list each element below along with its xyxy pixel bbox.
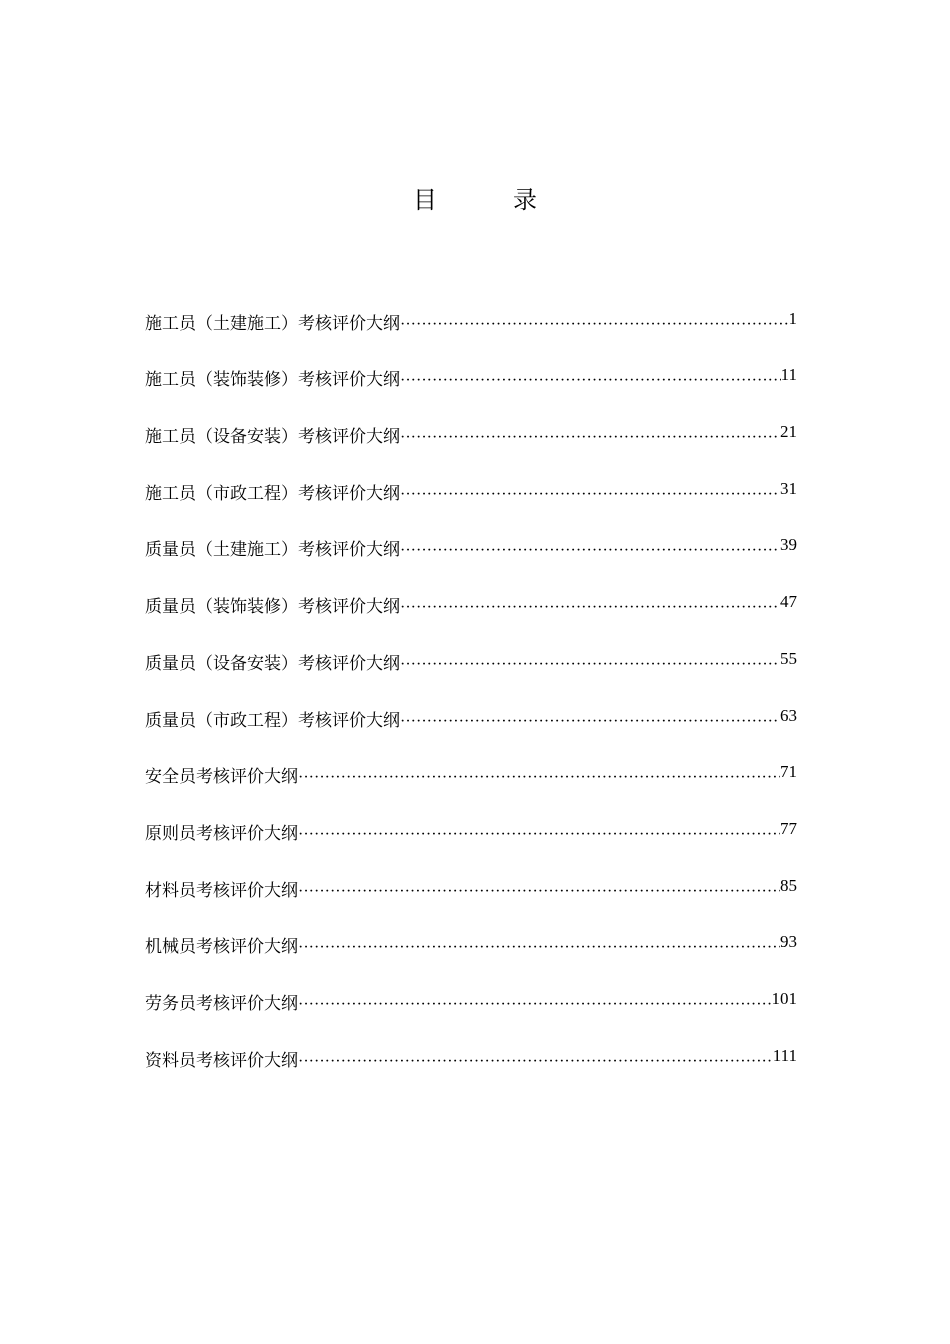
toc-entry-page: 47 bbox=[780, 592, 797, 612]
toc-leader-dots bbox=[298, 1045, 773, 1078]
toc-entry[interactable] bbox=[145, 284, 797, 341]
toc-leader-dots bbox=[298, 875, 780, 908]
toc-leader-dots bbox=[298, 988, 772, 1021]
toc-entry[interactable] bbox=[145, 624, 797, 681]
toc-entry-label: 机械员考核评价大纲 bbox=[145, 937, 298, 958]
toc-entry-label: 资料员考核评价大纲 bbox=[145, 1050, 298, 1071]
toc-entry-page: 21 bbox=[780, 422, 797, 442]
page-title bbox=[0, 184, 950, 216]
toc-leader-dots bbox=[298, 761, 780, 794]
toc-entry[interactable] bbox=[145, 397, 797, 454]
toc-entry[interactable] bbox=[145, 964, 797, 1021]
toc-entry[interactable] bbox=[145, 567, 797, 624]
toc-leader-dots bbox=[400, 591, 780, 624]
toc-entry[interactable] bbox=[145, 908, 797, 965]
toc-leader-dots bbox=[400, 364, 781, 397]
toc-entry-page: 63 bbox=[780, 705, 797, 725]
toc-entry[interactable] bbox=[145, 681, 797, 738]
toc-entry[interactable] bbox=[145, 341, 797, 398]
toc-leader-dots bbox=[298, 931, 780, 964]
toc-entry-label: 劳务员考核评价大纲 bbox=[145, 993, 298, 1014]
toc-leader-dots bbox=[400, 648, 780, 681]
toc-entry-page: 31 bbox=[780, 478, 797, 498]
toc-entry-page: 1 bbox=[788, 308, 797, 328]
toc-entry-label: 质量员（土建施工）考核评价大纲 bbox=[145, 540, 400, 561]
toc-entry-page: 55 bbox=[780, 648, 797, 668]
toc-entry-label: 施工员（装饰装修）考核评价大纲 bbox=[145, 370, 400, 391]
toc-entry-page: 93 bbox=[780, 932, 797, 952]
toc-entry-page: 39 bbox=[780, 535, 797, 555]
toc-entry-label: 质量员（设备安装）考核评价大纲 bbox=[145, 653, 400, 674]
toc-entry-label: 原则员考核评价大纲 bbox=[145, 823, 298, 844]
title-char-1: 目 bbox=[413, 186, 437, 214]
title-char-2: 录 bbox=[513, 186, 537, 214]
toc-leader-dots bbox=[400, 705, 780, 738]
toc-leader-dots bbox=[400, 478, 780, 511]
toc-entry-label: 安全员考核评价大纲 bbox=[145, 767, 298, 788]
toc-entry[interactable] bbox=[145, 454, 797, 511]
table-of-contents bbox=[145, 284, 797, 1078]
toc-leader-dots bbox=[400, 534, 780, 567]
toc-entry[interactable] bbox=[145, 851, 797, 908]
toc-leader-dots bbox=[400, 421, 780, 454]
toc-entry-page: 77 bbox=[780, 818, 797, 838]
toc-entry-label: 施工员（设备安装）考核评价大纲 bbox=[145, 427, 400, 448]
toc-entry-label: 施工员（土建施工）考核评价大纲 bbox=[145, 313, 400, 334]
toc-entry-label: 材料员考核评价大纲 bbox=[145, 880, 298, 901]
toc-entry-label: 质量员（装饰装修）考核评价大纲 bbox=[145, 597, 400, 618]
toc-entry[interactable] bbox=[145, 1021, 797, 1078]
toc-leader-dots bbox=[298, 818, 780, 851]
toc-entry-page: 11 bbox=[780, 365, 797, 385]
toc-entry[interactable] bbox=[145, 511, 797, 568]
toc-leader-dots bbox=[400, 308, 789, 341]
toc-entry-page: 101 bbox=[771, 988, 797, 1008]
toc-entry[interactable] bbox=[145, 738, 797, 795]
toc-entry-page: 71 bbox=[780, 762, 797, 782]
toc-entry-page: 111 bbox=[772, 1045, 797, 1065]
toc-entry-label: 质量员（市政工程）考核评价大纲 bbox=[145, 710, 400, 731]
toc-entry-label: 施工员（市政工程）考核评价大纲 bbox=[145, 483, 400, 504]
toc-entry[interactable] bbox=[145, 794, 797, 851]
toc-entry-page: 85 bbox=[780, 875, 797, 895]
